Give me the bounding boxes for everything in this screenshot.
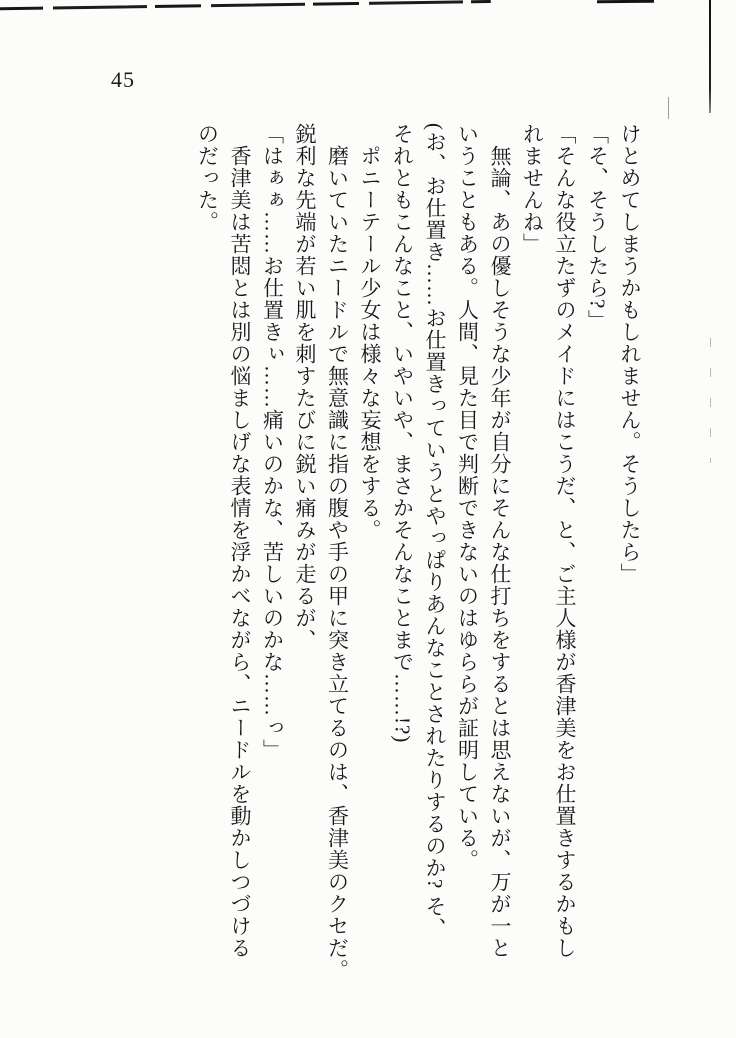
text-line: 磨いていたニードルで無意識に指の腹や手の甲に突き立てるのは、香津美のクセだ。 [325, 145, 350, 981]
text-line: (お、お仕置き……お仕置きっていうとやっぱりあんなことされたりするのか? そ、 [423, 123, 447, 940]
text-line: ポニーテール少女は様々な妄想をする。 [358, 145, 382, 541]
text-line: それともこんなこと、いやいや、まさかそんなことまで……!?) [390, 123, 415, 744]
text-line: れませんね」 [520, 123, 545, 255]
scan-artifact-top-line [0, 0, 491, 10]
text-line: 「そ、そうしたら?」 [585, 123, 610, 332]
text-line: 無論、あの優しそうな少年が自分にそんな仕打ちをするとは思えないが、万が一と [488, 145, 512, 959]
scan-artifact-bleed-dashes [710, 338, 711, 463]
text-line: のだった。 [195, 123, 220, 233]
text-line: 香津美は苦悶とは別の悩ましげな表情を浮かべながら、ニードルを動かしつづける [228, 145, 252, 959]
scan-artifact-top-dash [597, 0, 654, 3]
text-block [191, 123, 646, 981]
text-line: けとめてしまうかもしれません。そうしたら」 [618, 123, 642, 585]
text-line: 「はぁぁ……お仕置きぃ……痛いのかな、苦しいのかな……っ」 [260, 123, 285, 761]
scan-artifact-right-edge-line [709, 0, 711, 113]
text-line: いうこともある。人間、見た目で判断できないのはゆららが証明している。 [455, 123, 480, 871]
scan-artifact-right-tick [668, 97, 669, 119]
text-line: 鋭利な先端が若い肌を刺すたびに鋭い痛みが走るが、 [293, 123, 317, 651]
page-number: 45 [111, 67, 135, 92]
text-line: 「そんな役立たずのメイドにはこうだ、と、ご主人様が香津美をお仕置きするかもし [553, 123, 577, 959]
